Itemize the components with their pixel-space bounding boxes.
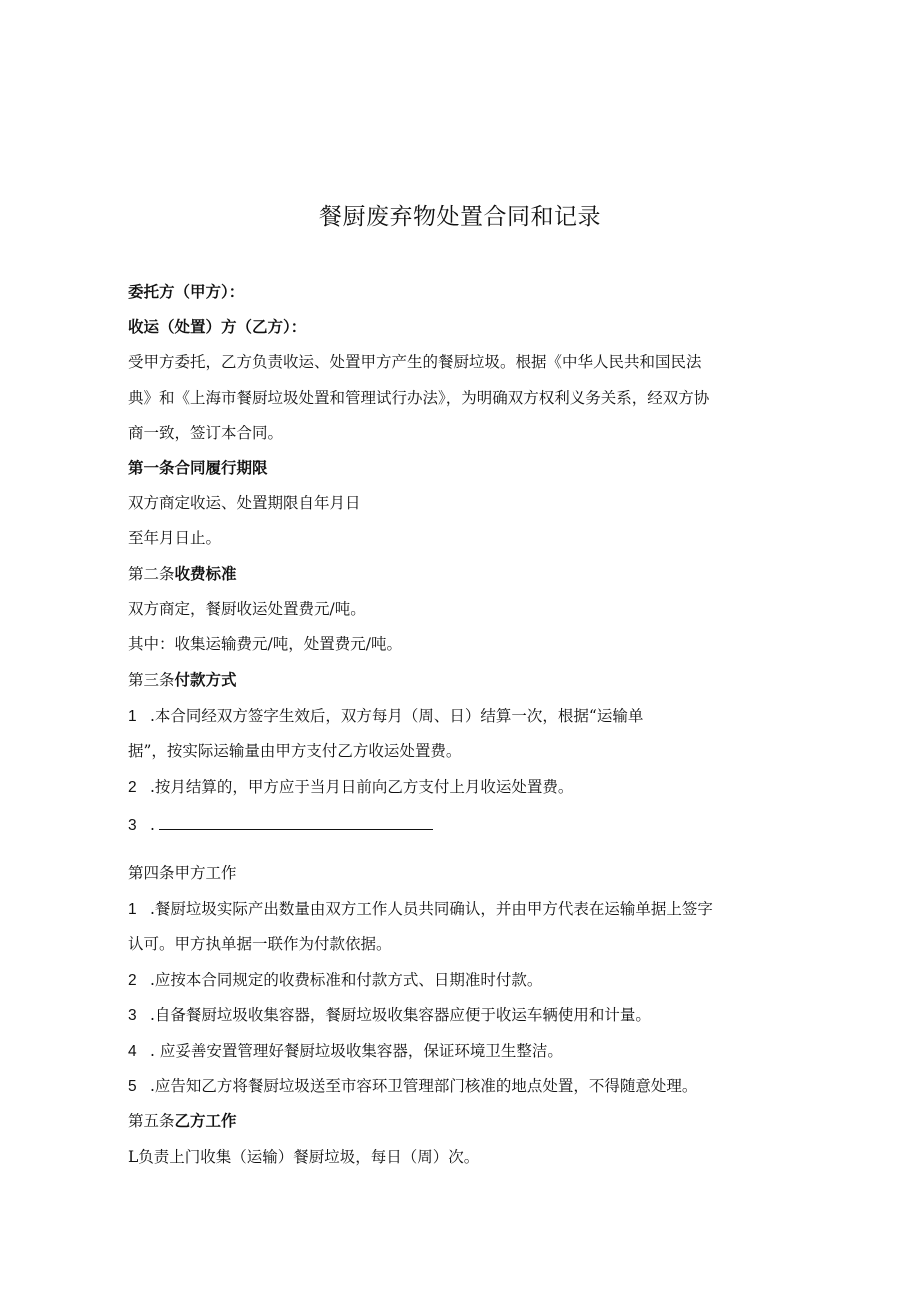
article4-item-5 bbox=[128, 1075, 808, 1098]
article3-item-3 bbox=[128, 814, 808, 837]
item-text: .自备餐厨垃圾收集容器，餐厨垃圾收集容器应便于收运车辆使用和计量。 bbox=[150, 1006, 651, 1024]
intro-line-1: 受甲方委托，乙方负责收运、处置甲方产生的餐厨垃圾。根据《中华人民共和国民法 bbox=[128, 353, 702, 371]
article2-heading-title: 收费标准 bbox=[174, 565, 237, 583]
article3-item-2 bbox=[128, 776, 808, 799]
article4-item-2 bbox=[128, 969, 808, 992]
item-text: .本合同经双方签字生效后，双方每月（周、日）结算一次，根据“运输单 bbox=[150, 707, 644, 725]
party-a-label: 委托方（甲方）： bbox=[128, 283, 245, 301]
article4-item-1-cont bbox=[128, 933, 808, 955]
article3-item-1-cont bbox=[128, 740, 808, 762]
intro-line-2: 典》和《上海市餐厨垃圾处置和管理试行办法》，为明确双方权利义务关系，经双方协 bbox=[128, 389, 710, 407]
fill-in-blank-line bbox=[159, 815, 433, 830]
article1-line-2: 至年月日止。 bbox=[128, 529, 222, 547]
party-b-label: 收运（处置）方（乙方）： bbox=[128, 318, 307, 336]
article5-item-1 bbox=[128, 1146, 808, 1168]
article3-heading-title: 付款方式 bbox=[174, 671, 237, 689]
item-text: . bbox=[150, 816, 155, 834]
item-number: L bbox=[128, 1148, 139, 1166]
article3-item-1 bbox=[128, 705, 808, 728]
item-text: .应按本合同规定的收费标准和付款方式、日期准时付款。 bbox=[150, 971, 543, 989]
article1-line-1: 双方商定收运、处置期限自年月日 bbox=[128, 494, 361, 512]
item-text: 认可。甲方执单据一联作为付款依据。 bbox=[128, 935, 392, 953]
item-number: 5 bbox=[128, 1078, 137, 1095]
article3-heading-prefix: 第三条 bbox=[128, 671, 175, 689]
article1-heading: 第一条合同履行期限 bbox=[128, 459, 268, 477]
article5-heading bbox=[128, 1110, 808, 1132]
item-number: 2 bbox=[128, 779, 137, 796]
article2-heading-prefix: 第二条 bbox=[128, 565, 175, 583]
article4-heading: 第四条甲方工作 bbox=[128, 864, 237, 882]
article4-item-3 bbox=[128, 1004, 808, 1027]
item-number: 3 bbox=[128, 1007, 137, 1024]
article2-heading bbox=[128, 563, 808, 585]
item-number: 4 bbox=[128, 1043, 137, 1060]
article5-heading-prefix: 第五条 bbox=[128, 1112, 175, 1130]
item-text: .按月结算的，甲方应于当月日前向乙方支付上月收运处置费。 bbox=[150, 778, 574, 796]
item-text: .餐厨垃圾实际产出数量由双方工作人员共同确认，并由甲方代表在运输单据上签字 bbox=[150, 900, 713, 918]
item-text: 据”，按实际运输量由甲方支付乙方收运处置费。 bbox=[128, 742, 462, 760]
article4-item-4 bbox=[128, 1040, 808, 1063]
item-text: . 应妥善安置管理好餐厨垃圾收集容器，保证环境卫生整洁。 bbox=[150, 1042, 563, 1060]
item-number: 1 bbox=[128, 901, 137, 918]
item-number: 2 bbox=[128, 972, 137, 989]
item-text: 负责上门收集（运输）餐厨垃圾，每日（周）次。 bbox=[138, 1148, 480, 1166]
article4-item-1 bbox=[128, 898, 808, 921]
item-number: 1 bbox=[128, 708, 137, 725]
article2-line-1: 双方商定，餐厨收运处置费元/吨。 bbox=[128, 600, 366, 618]
item-text: .应告知乙方将餐厨垃圾送至市容环卫管理部门核准的地点处置，不得随意处理。 bbox=[150, 1077, 698, 1095]
intro-line-3: 商一致，签订本合同。 bbox=[128, 424, 284, 442]
article2-line-2: 其中：收集运输费元/吨，处置费元/吨。 bbox=[128, 635, 402, 653]
article5-heading-title: 乙方工作 bbox=[174, 1112, 237, 1130]
document-title: 餐厨废弃物处置合同和记录 bbox=[319, 204, 601, 230]
article3-heading bbox=[128, 669, 808, 691]
item-number: 3 bbox=[128, 817, 137, 834]
